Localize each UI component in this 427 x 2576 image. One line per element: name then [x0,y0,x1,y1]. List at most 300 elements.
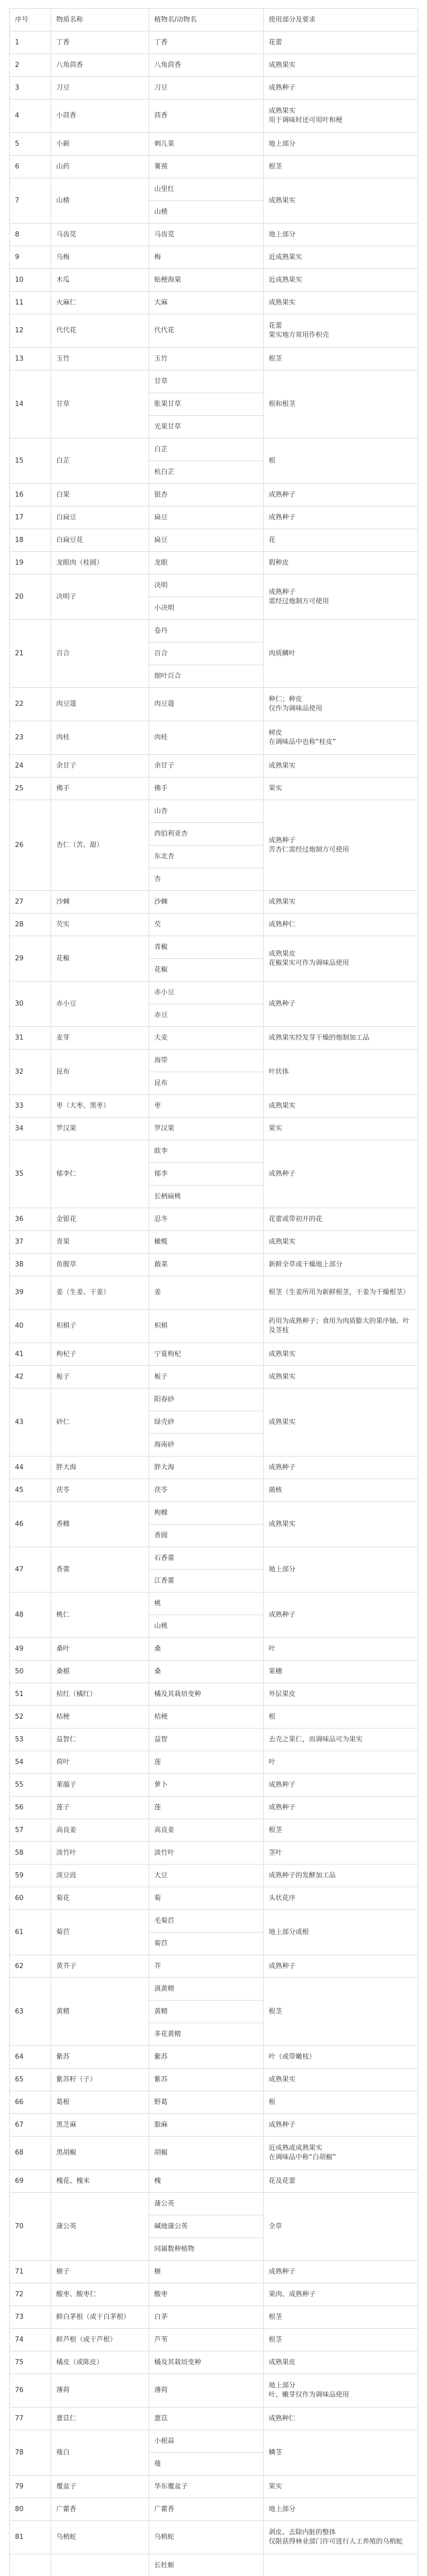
row-number: 40 [10,1310,51,1343]
species-name: 决明 [149,574,264,597]
row-number: 23 [10,721,51,755]
row-number: 66 [10,2091,51,2114]
substance-name: 莱菔子 [51,1774,149,1797]
table-header [10,9,418,31]
table-row [10,1049,418,1072]
substance-name: 山楂 [51,178,149,224]
usage-line: 花椒果实可作为调味品使用 [269,959,350,967]
usage-line: 成熟果实 [269,1101,296,1110]
substance-name: 八角茴香 [51,54,149,77]
usage-line: 成熟果实 [269,1520,296,1528]
usage-line: 成熟果皮 [269,950,296,958]
substance-name: 余甘子 [51,755,149,777]
usage-cell [264,574,418,620]
species-name: 百合 [149,642,264,665]
usage-cell [264,2046,418,2069]
table-row [10,2476,418,2498]
species-name: 刺儿菜 [149,133,264,156]
row-number: 12 [10,314,51,348]
substance-name: 菊花 [51,1887,149,1910]
species-name: 余甘子 [149,755,264,777]
table-row [10,133,418,156]
usage-cell [264,348,418,370]
species-name: 佛手 [149,777,264,800]
substance-name: 山药 [51,156,149,178]
row-number: 71 [10,2261,51,2283]
usage-cell [264,1310,418,1343]
substance-name: 茯苓 [51,1479,149,1502]
species-name: 芡 [149,913,264,936]
usage-line: 头状花序 [269,1894,296,1902]
table-row [10,800,418,823]
table-row [10,2137,418,2170]
species-name: 山楂 [149,201,264,224]
row-number: 17 [10,506,51,529]
species-name: 黄精 [149,2001,264,2023]
usage-line: 叶状体 [269,1067,289,1076]
table-row [10,246,418,269]
table-row [10,688,418,721]
usage-line: 成熟种子 [269,836,296,844]
usage-cell [264,1865,418,1887]
substance-name: 胖大海 [51,1456,149,1479]
substance-name: 玉竹 [51,348,149,370]
substance-name: 青果 [51,1231,149,1253]
usage-cell [264,688,418,721]
row-number: 9 [10,246,51,269]
substance-name: 荷叶 [51,1751,149,1774]
row-number: 59 [10,1865,51,1887]
species-name: 枳椇 [149,1310,264,1343]
species-name: 多花黄精 [149,2023,264,2046]
species-name: 莲 [149,1797,264,1819]
table-row [10,2374,418,2408]
table-row [10,721,418,755]
usage-line: 成熟果实 [269,897,296,906]
species-name: 胖大海 [149,1456,264,1479]
usage-cell [264,1797,418,1819]
species-name: 毛菊苣 [149,1910,264,1933]
usage-line: 成熟果实 [269,298,296,307]
substance-name: 白芷 [51,438,149,484]
table-row [10,1592,418,1615]
usage-line: 叶（或带嫩枝） [269,2053,316,2061]
substance-name: 香橼 [51,1502,149,1547]
usage-cell [264,552,418,574]
usage-line: 成熟种仁 [269,920,296,928]
species-name: 橘及其栽培变种 [149,1683,264,1706]
usage-line: 花蕾或带初开的花 [269,1215,323,1223]
species-name: 菊 [149,1887,264,1910]
usage-cell [264,246,418,269]
usage-line: 根茎（生姜所用为新鲜根茎，干姜为干燥根茎） [269,1289,410,1296]
row-number: 64 [10,2046,51,2069]
usage-line: 仅作为调味品使用 [269,705,323,713]
table-row [10,1366,418,1388]
table-row [10,292,418,314]
row-number: 24 [10,755,51,777]
species-name: 桑 [149,1638,264,1660]
substance-name: 葛根 [51,2091,149,2114]
usage-cell [264,2408,418,2430]
substance-name: 桑叶 [51,1638,149,1660]
species-name: 薤 [149,2453,264,2476]
usage-cell [264,2374,418,2408]
table-row [10,1819,418,1842]
usage-line: 成熟种子的发酵加工品 [269,1871,336,1879]
usage-line: 成熟种子 [269,588,296,596]
row-number: 62 [10,1955,51,1978]
species-name: 茯苓 [149,1479,264,1502]
table-row [10,1638,418,1660]
substance-name: 桔红（橘红） [51,1683,149,1706]
species-name: 薄荷 [149,2374,264,2408]
substance-name: 肉豆蔻 [51,688,149,721]
usage-cell [264,2261,418,2283]
usage-cell [264,1388,418,1456]
substance-name: 枸杞子 [51,1343,149,1366]
row-number: 73 [10,2306,51,2329]
row-number: 33 [10,1095,51,1117]
usage-cell [264,1592,418,1638]
usage-cell [264,99,418,133]
row-number: 29 [10,936,51,981]
usage-line: 根茎 [269,1826,283,1834]
row-number: 60 [10,1887,51,1910]
usage-cell [264,1751,418,1774]
substance-name: 芡实 [51,913,149,936]
species-name: 大麦 [149,1027,264,1049]
row-number: 47 [10,1547,51,1592]
usage-line: 近成熟果实 [269,276,303,284]
table-row [10,1751,418,1774]
usage-line: 药用为成熟种子；食用为肉质膨大的果序轴、叶及茎枝 [269,1317,410,1334]
substance-name: 益智仁 [51,1728,149,1751]
table-row [10,777,418,800]
table-row [10,1842,418,1865]
substance-name: 花椒 [51,936,149,981]
substance-name: 栀子 [51,1366,149,1388]
usage-line: 果实地方常用作枳壳 [269,331,330,339]
row-number: 78 [10,2430,51,2476]
table-row [10,484,418,506]
usage-cell [264,936,418,981]
usage-line: 根茎 [269,2335,283,2344]
usage-cell [264,1343,418,1366]
substance-name: 枳椇子 [51,1310,149,1343]
row-number: 32 [10,1049,51,1095]
usage-cell [264,1366,418,1388]
usage-cell [264,1117,418,1140]
substance-name: 刀豆 [51,77,149,99]
row-number: 31 [10,1027,51,1049]
row-number: 63 [10,1978,51,2046]
substance-name: 黄芥子 [51,1955,149,1978]
table-row [10,2261,418,2283]
species-name: 酸枣 [149,2283,264,2306]
substance-table [9,8,418,2576]
usage-line: 茎叶 [269,1849,283,1857]
species-name: 乌梢蛇 [149,2521,264,2554]
species-name: 山里红 [149,178,264,201]
usage-line: 花蕾 [269,38,283,46]
substance-name: 榧子 [51,2261,149,2283]
table-row [10,506,418,529]
usage-cell [264,1231,418,1253]
usage-cell [264,2193,418,2261]
usage-line: 根 [269,2098,276,2106]
usage-cell [264,620,418,688]
species-name: 山桃 [149,1615,264,1638]
species-name: 枸橼 [149,1502,264,1524]
species-name: 沙棘 [149,891,264,913]
species-name: 石香薷 [149,1547,264,1570]
usage-line: 根 [269,456,276,465]
usage-cell [264,1479,418,1502]
substance-name: 鲜芦根（或干芦根） [51,2329,149,2351]
table-row [10,1728,418,1751]
row-number: 37 [10,1231,51,1253]
row-number: 25 [10,777,51,800]
usage-cell [264,529,418,552]
usage-line: 在调味品中也称“桂皮” [269,738,336,746]
species-name: 扁豆 [149,529,264,552]
species-name: 杭白芷 [149,461,264,484]
substance-name: 甘草 [51,370,149,438]
usage-cell [264,506,418,529]
species-name: 小决明 [149,597,264,620]
usage-cell [264,1728,418,1751]
species-name: 薏苡 [149,2408,264,2430]
usage-cell [264,224,418,246]
species-name: 罗汉果 [149,1117,264,1140]
species-name: 海南砂 [149,1434,264,1456]
table-row [10,1343,418,1366]
substance-name: 小茴香 [51,99,149,133]
usage-line: 地上部分 [269,230,296,239]
row-number: 57 [10,1819,51,1842]
table-row [10,1117,418,1140]
species-name: 赤豆 [149,1004,264,1027]
table-row [10,348,418,370]
header-usage: 使用部分及要求 [264,9,418,31]
substance-name: 香薷 [51,1547,149,1592]
row-number: 13 [10,348,51,370]
species-name: 碱地蒲公英 [149,2215,264,2238]
species-name: 长柄扁桃 [149,1185,264,1208]
usage-line: 种仁；种皮 [269,696,303,703]
row-number: 70 [10,2193,51,2261]
species-name: 扁豆 [149,506,264,529]
species-name: 长牡蛎 [149,2554,264,2576]
usage-cell [264,721,418,755]
usage-cell [264,1842,418,1865]
usage-line: 近成熟果实 [269,253,303,261]
usage-line: 成熟果实 [269,107,296,115]
substance-name: 薄荷 [51,2374,149,2408]
substance-name: 薤白 [51,2430,149,2476]
table-row [10,2408,418,2430]
usage-line: 花蕾 [269,322,283,330]
row-number: 51 [10,1683,51,1706]
substance-name: 代代花 [51,314,149,348]
species-name: 小根蒜 [149,2430,264,2453]
table-row [10,2046,418,2069]
usage-line: 仅限获得林业部门许可进行人工养殖的乌梢蛇 [269,2538,403,2546]
table-row [10,1706,418,1728]
row-number: 14 [10,370,51,438]
usage-line: 需经过炮制方可使用 [269,597,330,605]
substance-name: 酸枣、酸枣仁 [51,2283,149,2306]
row-number: 45 [10,1479,51,1502]
usage-line: 成熟果实 [269,1418,296,1426]
substance-name: 高良姜 [51,1819,149,1842]
species-name: 大豆 [149,1865,264,1887]
substance-name: 麦芽 [51,1027,149,1049]
species-name: 马齿苋 [149,224,264,246]
row-number: 35 [10,1140,51,1208]
row-number: 72 [10,2283,51,2306]
species-name: 脂麻 [149,2114,264,2137]
substance-name: 姜（生姜、干姜） [51,1276,149,1310]
usage-cell [264,2554,418,2576]
species-name: 阳春砂 [149,1388,264,1411]
usage-line: 根茎 [269,2313,283,2321]
usage-cell [264,1276,418,1310]
species-name: 紫苏 [149,2046,264,2069]
usage-cell [264,2283,418,2306]
substance-name: 佛手 [51,777,149,800]
table-row [10,1547,418,1570]
table-row [10,1978,418,2001]
table-row [10,981,418,1004]
usage-cell [264,370,418,438]
usage-line: 成熟种子 [269,2267,296,2276]
row-number: 5 [10,133,51,156]
table-row [10,2498,418,2521]
row-number: 80 [10,2498,51,2521]
table-row [10,2069,418,2091]
table-row [10,2351,418,2374]
species-name: 银杏 [149,484,264,506]
usage-cell [264,1140,418,1208]
substance-name: 鱼腥草 [51,1253,149,1276]
usage-cell [264,2430,418,2476]
species-name: 绿壳砂 [149,1411,264,1434]
usage-line: 果实 [269,1124,283,1132]
species-name: 菊苣 [149,1933,264,1955]
table-row [10,2170,418,2193]
species-name: 益智 [149,1728,264,1751]
species-name: 肉豆蔻 [149,688,264,721]
species-name: 紫苏 [149,2069,264,2091]
table-row [10,1910,418,1933]
species-name: 芥 [149,1955,264,1978]
species-name: 龙眼 [149,552,264,574]
usage-cell [264,156,418,178]
substance-name: 菊苣 [51,1910,149,1955]
row-number: 65 [10,2069,51,2091]
usage-line: 根茎 [269,2007,283,2015]
species-name: 高良姜 [149,1819,264,1842]
species-name: 大麻 [149,292,264,314]
row-number: 53 [10,1728,51,1751]
row-number: 44 [10,1456,51,1479]
row-number: 50 [10,1660,51,1683]
species-name: 甘草 [149,370,264,393]
row-number: 1 [10,31,51,54]
usage-cell [264,913,418,936]
usage-line: 成熟果实经发芽干燥的炮制加工品 [269,1033,370,1042]
row-number: 7 [10,178,51,224]
usage-line: 肉质鳞叶 [269,649,296,657]
usage-line: 假种皮 [269,558,289,567]
substance-name: 薏苡仁 [51,2408,149,2430]
usage-line: 用于调味时还可用叶和梗 [269,116,343,124]
table-row [10,891,418,913]
species-name: 桑 [149,1660,264,1683]
usage-cell [264,54,418,77]
substance-name: 覆盆子 [51,2476,149,2498]
usage-line: 菌核 [269,1486,283,1494]
usage-line: 根茎 [269,354,283,363]
species-name: 郁李 [149,1163,264,1185]
usage-cell [264,269,418,292]
species-name: 薯蓣 [149,156,264,178]
species-name: 广藿香 [149,2498,264,2521]
species-name: 野葛 [149,2091,264,2114]
species-name: 蒲公英 [149,2193,264,2215]
usage-cell [264,1638,418,1660]
species-name: 东北杏 [149,845,264,868]
table-row [10,99,418,133]
species-name: 华东覆盆子 [149,2476,264,2498]
substance-name: 杏仁（苦、甜） [51,800,149,891]
species-name: 淡竹叶 [149,1842,264,1865]
substance-name: 肉桂 [51,721,149,755]
table-row [10,2521,418,2554]
table-row [10,1231,418,1253]
row-number: 27 [10,891,51,913]
substance-name: 丁香 [51,31,149,54]
substance-name: 鲜白茅根（或干白茅根） [51,2306,149,2329]
substance-name [51,2554,149,2576]
substance-name: 白扁豆 [51,506,149,529]
species-name: 莲 [149,1751,264,1774]
usage-cell [264,438,418,484]
table-row [10,1479,418,1502]
usage-cell [264,777,418,800]
row-number: 3 [10,77,51,99]
substance-name: 紫苏 [51,2046,149,2069]
table-row [10,54,418,77]
table-row [10,1027,418,1049]
usage-line: 地上部分 [269,2382,296,2389]
usage-line: 成熟种子 [269,1463,296,1471]
species-name: 细叶百合 [149,665,264,688]
species-name: 八角茴香 [149,54,264,77]
usage-cell [264,2306,418,2329]
substance-name: 沙棘 [51,891,149,913]
row-number: 52 [10,1706,51,1728]
row-number: 48 [10,1592,51,1638]
usage-line: 花 [269,536,276,544]
usage-line: 成熟种子 [269,513,296,521]
species-name: 萝卜 [149,1774,264,1797]
usage-line: 叶、嫩芽仅作为调味品使用 [269,2391,350,2399]
header-number: 序号 [10,9,51,31]
usage-cell [264,1910,418,1955]
